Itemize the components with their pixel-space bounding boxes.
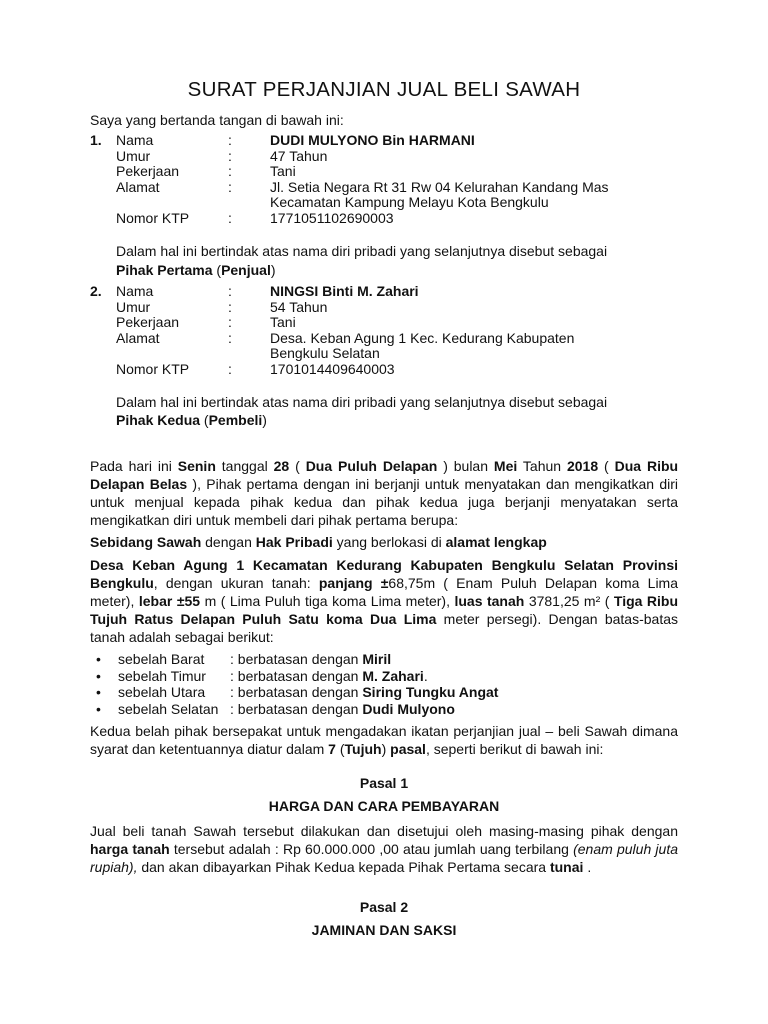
article-count: 7: [328, 741, 336, 757]
field-label: Nomor KTP: [116, 360, 190, 377]
object-line: [90, 534, 547, 550]
land-address: Desa Keban Agung 1 Kecamatan Kedurang Kabupaten Bengkulu Selatan Provinsi Bengkulu: [90, 557, 678, 591]
document-title: SURAT PERJANJIAN JUAL BELI SAWAH: [187, 78, 581, 101]
address-line-2: Kecamatan Kampung Melayu Kota Bengkulu: [270, 194, 549, 210]
text: Tahun: [522, 458, 562, 474]
party-1-role-name: Pihak Pertama: [116, 262, 213, 278]
party-1-number: 1.: [90, 132, 102, 148]
party-2-row-job: [90, 315, 670, 331]
party-2-row-name: [90, 284, 670, 300]
text: Jual beli tanah Sawah tersebut dilakukan dan disetujui oleh masing-masing pihak dengan: [90, 823, 678, 839]
date-value: 28: [273, 458, 290, 474]
area-value: 3781,25 m² (: [528, 593, 610, 609]
party-1-row-address: [90, 180, 670, 211]
intro-text: Saya yang bertanda tangan di bawah ini:: [90, 112, 344, 128]
width-label: lebar: [138, 593, 173, 609]
pasal-1-paragraph: [90, 822, 678, 876]
length-value: 68,75m ( Enam Puluh Delapan koma Lima meter),: [90, 575, 679, 609]
colon: :: [228, 283, 232, 299]
text: ) bulan: [443, 458, 489, 474]
address-label: alamat lengkap: [445, 534, 547, 550]
party-2-role-type: Pembeli: [208, 412, 263, 428]
party-1-row-job: [90, 164, 670, 180]
pasal-1-subheading: HARGA DAN CARA PEMBAYARAN: [268, 798, 500, 814]
text: , seperti berikut di bawah ini:: [425, 741, 604, 757]
width-unit: m ( Lima Puluh tiga koma Lima meter),: [204, 593, 450, 609]
text: meter persegi). Dengan batas-batas tanah adalah sebagai berikut:: [90, 611, 679, 645]
price-value: tersebut adalah : Rp 60.000.000 ,00 atau jumlah uang terbilang: [173, 841, 569, 857]
party-1-statement: Dalam hal ini bertindak atas nama diri pribadi yang selanjutnya disebut sebagai: [116, 243, 608, 259]
object-type: Sebidang Sawah: [90, 534, 202, 550]
text: dan akan dibayarkan Pihak Kedua kepada Pihak Pertama secara: [137, 859, 547, 875]
colon: :: [228, 298, 232, 315]
party-1-row-name: [90, 133, 670, 149]
address-line-1: Desa. Keban Agung 1 Kec. Kedurang Kabupaten: [270, 329, 575, 346]
month-value: Mei: [493, 458, 518, 474]
boundary-name: Miril: [362, 651, 392, 667]
location-paragraph: [90, 556, 678, 646]
colon: :: [228, 163, 232, 179]
field-label: Nomor KTP: [116, 209, 190, 226]
bullet-icon: •: [96, 651, 101, 667]
party-1-age-value: 47 Tahun: [270, 147, 328, 164]
field-label: Alamat: [116, 329, 160, 346]
field-label: Pekerjaan: [116, 163, 180, 179]
year-words: Dua Ribu Delapan Belas: [90, 458, 679, 492]
text: dengan: [205, 534, 252, 550]
boundary-side: sebelah Timur: [118, 667, 206, 684]
address-line-1: Jl. Setia Negara Rt 31 Rw 04 Kelurahan Kandang Mas: [270, 178, 609, 195]
price-label: harga tanah: [90, 841, 170, 857]
boundary-side: sebelah Utara: [118, 684, 206, 700]
article-word: pasal: [390, 741, 426, 757]
year-value: 2018: [566, 458, 599, 474]
party-1-address-value: [270, 180, 670, 211]
party-2-statement: Dalam hal ini bertindak atas nama diri pribadi yang selanjutnya disebut sebagai: [116, 394, 608, 410]
bullet-icon: •: [96, 684, 101, 700]
party-1-row-age: [90, 149, 670, 165]
field-label: Umur: [116, 298, 151, 315]
party-2-number: 2.: [90, 283, 102, 299]
boundary-name: Dudi Mulyono: [362, 700, 455, 717]
party-1-row-ktp: [90, 211, 670, 227]
text: : berbatasan dengan: [230, 700, 359, 717]
list-item: [96, 684, 498, 701]
text: .: [423, 667, 428, 684]
colon: :: [228, 178, 232, 195]
bullet-icon: •: [96, 667, 101, 684]
colon: :: [228, 314, 232, 330]
field-label: Nama: [116, 132, 154, 148]
party-1-job-value: Tani: [270, 163, 296, 179]
pasal-2-heading: Pasal 2: [359, 899, 409, 915]
field-label: Alamat: [116, 178, 160, 195]
party-2-table: [90, 284, 670, 377]
party-2-row-address: [90, 331, 670, 362]
payment-method: tunai: [549, 859, 584, 875]
party-1-ktp-value: 1771051102690003: [270, 209, 394, 226]
party-1-block: [90, 133, 670, 226]
list-item: [96, 668, 498, 685]
text: Kedua belah pihak bersepakat untuk mengadakan ikatan perjanjian jual – beli Sawah dimana syarat dan ketentuannya diatur dalam: [90, 723, 678, 757]
boundary-name: Siring Tungku Angat: [362, 684, 499, 700]
party-1-table: [90, 133, 670, 226]
colon: :: [228, 360, 232, 377]
pasal-1-heading: Pasal 1: [359, 775, 409, 791]
party-2-row-age: [90, 300, 670, 316]
party-2-address-value: [270, 331, 670, 362]
boundary-side: sebelah Selatan: [118, 700, 219, 717]
party-2-row-ktp: [90, 362, 670, 378]
text: .: [587, 859, 592, 875]
party-1-role: Pihak Pertama (Penjual): [116, 262, 276, 278]
text: Pada hari ini: [90, 458, 172, 474]
colon: :: [228, 209, 232, 226]
area-words: Tiga Ribu Tujuh Ratus Delapan Puluh Satu koma Dua Lima: [90, 593, 679, 627]
field-label: Nama: [116, 283, 154, 299]
colon: :: [228, 147, 232, 164]
text: yang berlokasi di: [336, 534, 442, 550]
list-item: [96, 651, 498, 668]
text: , dengan ukuran tanah:: [153, 575, 311, 591]
pasal-2-subheading: JAMINAN DAN SAKSI: [311, 922, 457, 938]
party-1-name-value: DUDI MULYONO Bin HARMANI: [270, 132, 475, 148]
party-2-age-value: 54 Tahun: [270, 298, 328, 315]
field-label: Umur: [116, 147, 151, 164]
ownership-type: Hak Pribadi: [255, 534, 333, 550]
list-item: [96, 701, 498, 718]
field-label: Pekerjaan: [116, 314, 180, 330]
text: tanggal: [221, 458, 268, 474]
party-1-role-type: Penjual: [221, 262, 271, 278]
colon: :: [228, 329, 232, 346]
party-2-ktp-value: 1701014409640003: [270, 360, 395, 377]
party-2-role: Pihak Kedua (Pembeli): [116, 412, 267, 428]
consent-paragraph: Kedua belah pihak bersepakat untuk mengadakan ikatan perjanjian jual – beli Sawah dimana syarat dan ketentuannya diatur dalam 7 (Tujuh) pasal, seperti berikut di bawah ini:: [90, 723, 678, 757]
width-value: ±55: [176, 593, 201, 609]
text: : berbatasan dengan: [230, 684, 359, 700]
boundary-side: sebelah Barat: [118, 651, 205, 667]
text: ), Pihak pertama dengan ini berjanji untuk menyatakan dan mengikatkan diri untuk menjual kepada pihak kedua dan pihak kedua juga berjanji menyatakan serta mengikatkan diri untuk membeli dari pihak pertama berupa:: [90, 476, 678, 528]
agreement-paragraph: [90, 457, 678, 529]
address-line-2: Bengkulu Selatan: [270, 345, 380, 361]
boundary-list: [96, 651, 498, 717]
party-2-name-value: NINGSI Binti M. Zahari: [270, 283, 419, 299]
boundary-name: M. Zahari: [362, 667, 424, 684]
text: : berbatasan dengan: [230, 667, 359, 684]
text: (: [295, 458, 300, 474]
length-label: panjang ±: [318, 575, 389, 591]
colon: :: [228, 132, 232, 148]
party-2-role-name: Pihak Kedua: [116, 412, 201, 428]
text: (: [604, 458, 609, 474]
date-words: Dua Puluh Delapan: [305, 458, 438, 474]
day-value: Senin: [177, 458, 216, 474]
article-count-words: Tujuh: [344, 741, 382, 757]
bullet-icon: •: [96, 700, 101, 717]
text: : berbatasan dengan: [230, 651, 359, 667]
party-2-job-value: Tani: [270, 314, 296, 330]
area-label: luas tanah: [454, 593, 525, 609]
party-2-block: [90, 284, 670, 377]
price-words: (enam puluh juta rupiah),: [90, 841, 678, 875]
